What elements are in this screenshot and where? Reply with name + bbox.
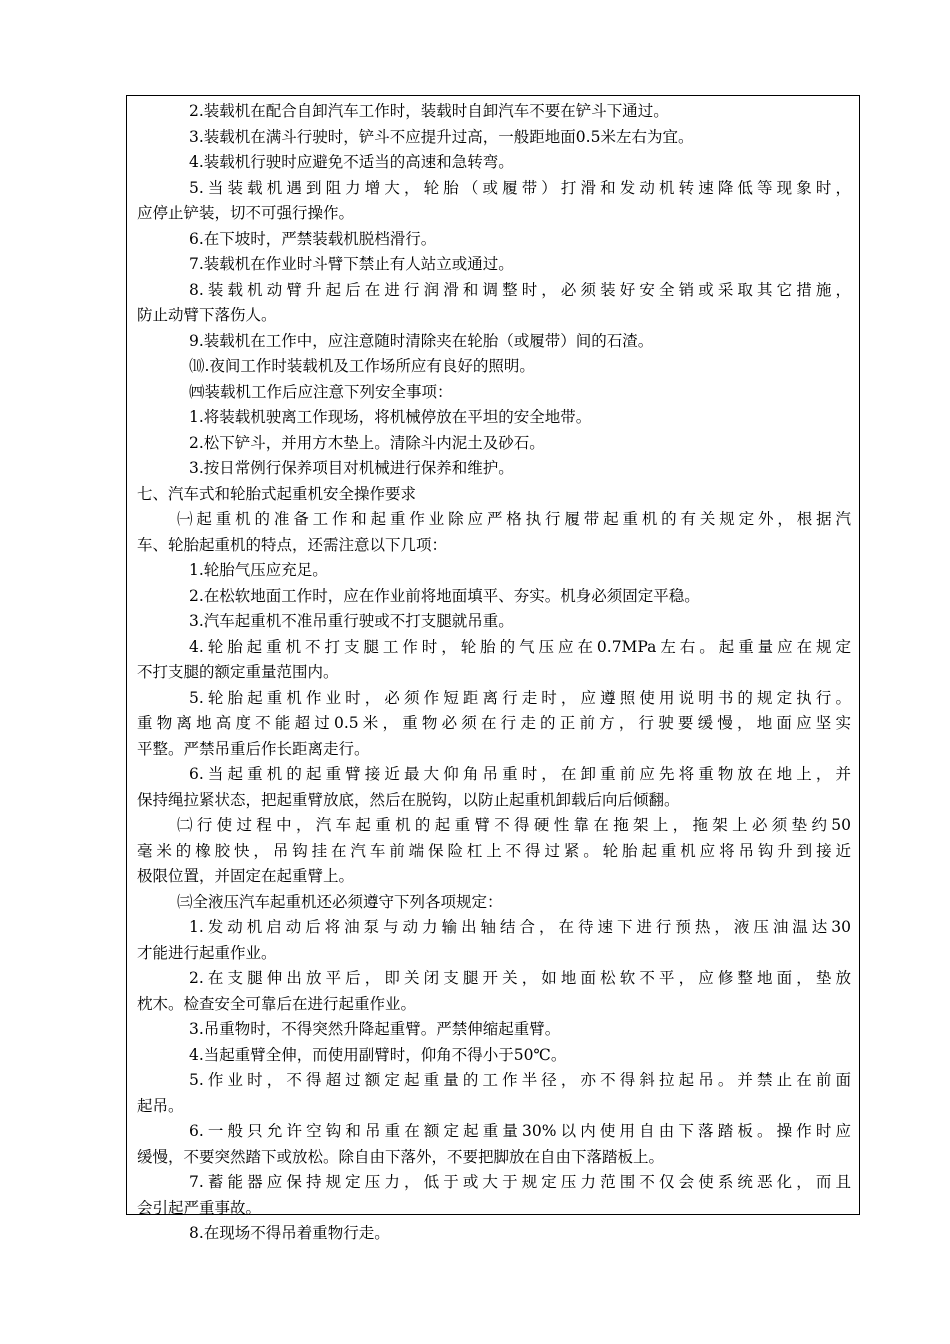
text-line: 2.松下铲斗，并用方木垫上。清除斗内泥土及砂石。 [189, 433, 545, 452]
text-line: 4.装载机行驶时应避免不适当的高速和急转弯。 [189, 153, 514, 171]
text-line: 7.装载机在作业时斗臂下禁止有人站立或通过。 [189, 255, 514, 273]
text-line: 2.在松软地面工作时，应在作业前将地面填平、夯实。机身必须固定平稳。 [189, 586, 700, 605]
text-line: 七、汽车式和轮胎式起重机安全操作要求 [137, 484, 417, 503]
text-line: ㈣装载机工作后应注意下列安全事项： [189, 382, 453, 401]
text-line: 会引起严重事故。 [137, 1198, 262, 1217]
text-line: 9.装载机在工作中，应注意随时清除夹在轮胎（或履带）间的石渣。 [189, 331, 654, 350]
text-line: 4.轮胎起重机不打支腿工作时，轮胎的气压应在0.7MPa左右。起重量应在规定 [189, 637, 851, 656]
text-line: 8.在现场不得吊着重物行走。 [189, 1224, 390, 1242]
text-line: ㈠起重机的准备工作和起重作业除应严格执行履带起重机的有关规定外，根据汽 [177, 510, 851, 528]
text-line: 3.吊重物时，不得突然升降起重臂。严禁伸缩起重臂。 [189, 1020, 561, 1038]
text-line: 3.装载机在满斗行驶时，铲斗不应提升过高，一般距地面0.5米左右为宜。 [189, 127, 694, 146]
text-line: 车、轮胎起重机的特点，还需注意以下几项： [137, 535, 448, 554]
text-line: 保持绳拉紧状态，把起重臂放底，然后在脱钩，以防止起重机卸载后向后倾翻。 [137, 790, 680, 809]
text-line: 缓慢，不要突然踏下或放松。除自由下落外，不要把脚放在自由下落踏板上。 [137, 1147, 665, 1166]
text-line: 重物离地高度不能超过0.5米，重物必须在行走的正前方，行驶要缓慢，地面应坚实 [137, 714, 851, 732]
text-line: 3.汽车起重机不准吊重行驶或不打支腿就吊重。 [189, 612, 514, 630]
text-line: 枕木。检查安全可靠后在进行起重作业。 [137, 994, 417, 1013]
text-line: 应停止铲装，切不可强行操作。 [137, 204, 355, 222]
text-line: 3.按日常例行保养项目对机械进行保养和维护。 [189, 459, 514, 477]
text-line: 8.装载机动臂升起后在进行润滑和调整时，必须装好安全销或采取其它措施， [189, 280, 851, 299]
text-line: 5.作业时，不得超过额定起重量的工作半径，亦不得斜拉起吊。并禁止在前面 [189, 1071, 851, 1089]
text-line: 6.一般只允许空钩和吊重在额定起重量30%以内使用自由下落踏板。操作时应 [189, 1122, 851, 1140]
text-line: ㈢全液压汽车起重机还必须遵守下列各项规定： [177, 892, 503, 911]
text-line: 极限位置，并固定在起重臂上。 [137, 867, 355, 885]
text-line: 1.将装载机驶离工作现场，将机械停放在平坦的安全地带。 [189, 408, 592, 426]
text-line: 才能进行起重作业。 [137, 943, 277, 962]
text-line: 1.轮胎气压应充足。 [189, 561, 328, 579]
text-line: ⑽.夜间工作时装载机及工作场所应有良好的照明。 [189, 357, 535, 375]
text-line: 6.当起重机的起重臂接近最大仰角吊重时，在卸重前应先将重物放在地上，并 [189, 765, 851, 783]
text-line: ㈡行使过程中，汽车起重机的起重臂不得硬性靠在拖架上，拖架上必须垫约50 [177, 816, 851, 834]
text-line: 毫米的橡胶快，吊钩挂在汽车前端保险杠上不得过紧。轮胎起重机应将吊钩升到接近 [137, 841, 851, 860]
text-line: 平整。严禁吊重后作长距离走行。 [137, 739, 370, 758]
text-line: 起吊。 [137, 1096, 184, 1115]
text-line: 6.在下坡时，严禁装载机脱档滑行。 [189, 229, 437, 248]
text-line: 5.轮胎起重机作业时，必须作短距离行走时，应遵照使用说明书的规定执行。 [189, 688, 851, 707]
text-line: 4.当起重臂全伸，而使用副臂时，仰角不得小于50℃。 [189, 1045, 567, 1064]
text-line: 不打支腿的额定重量范围内。 [137, 663, 339, 681]
text-line: 防止动臂下落伤人。 [137, 306, 277, 324]
document-table-cell [126, 95, 860, 1242]
text-line: 7.蓄能器应保持规定压力，低于或大于规定压力范围不仅会使系统恶化，而且 [189, 1173, 851, 1191]
text-line: 2.在支腿伸出放平后，即关闭支腿开关，如地面松软不平，应修整地面，垫放 [189, 969, 851, 987]
text-line: 2.装载机在配合自卸汽车工作时，装载时自卸汽车不要在铲斗下通过。 [189, 102, 669, 120]
text-line: 5.当装载机遇到阻力增大，轮胎（或履带）打滑和发动机转速降低等现象时， [189, 178, 851, 197]
text-line: 1.发动机启动后将油泵与动力输出轴结合，在待速下进行预热，液压油温达30 [189, 918, 851, 936]
